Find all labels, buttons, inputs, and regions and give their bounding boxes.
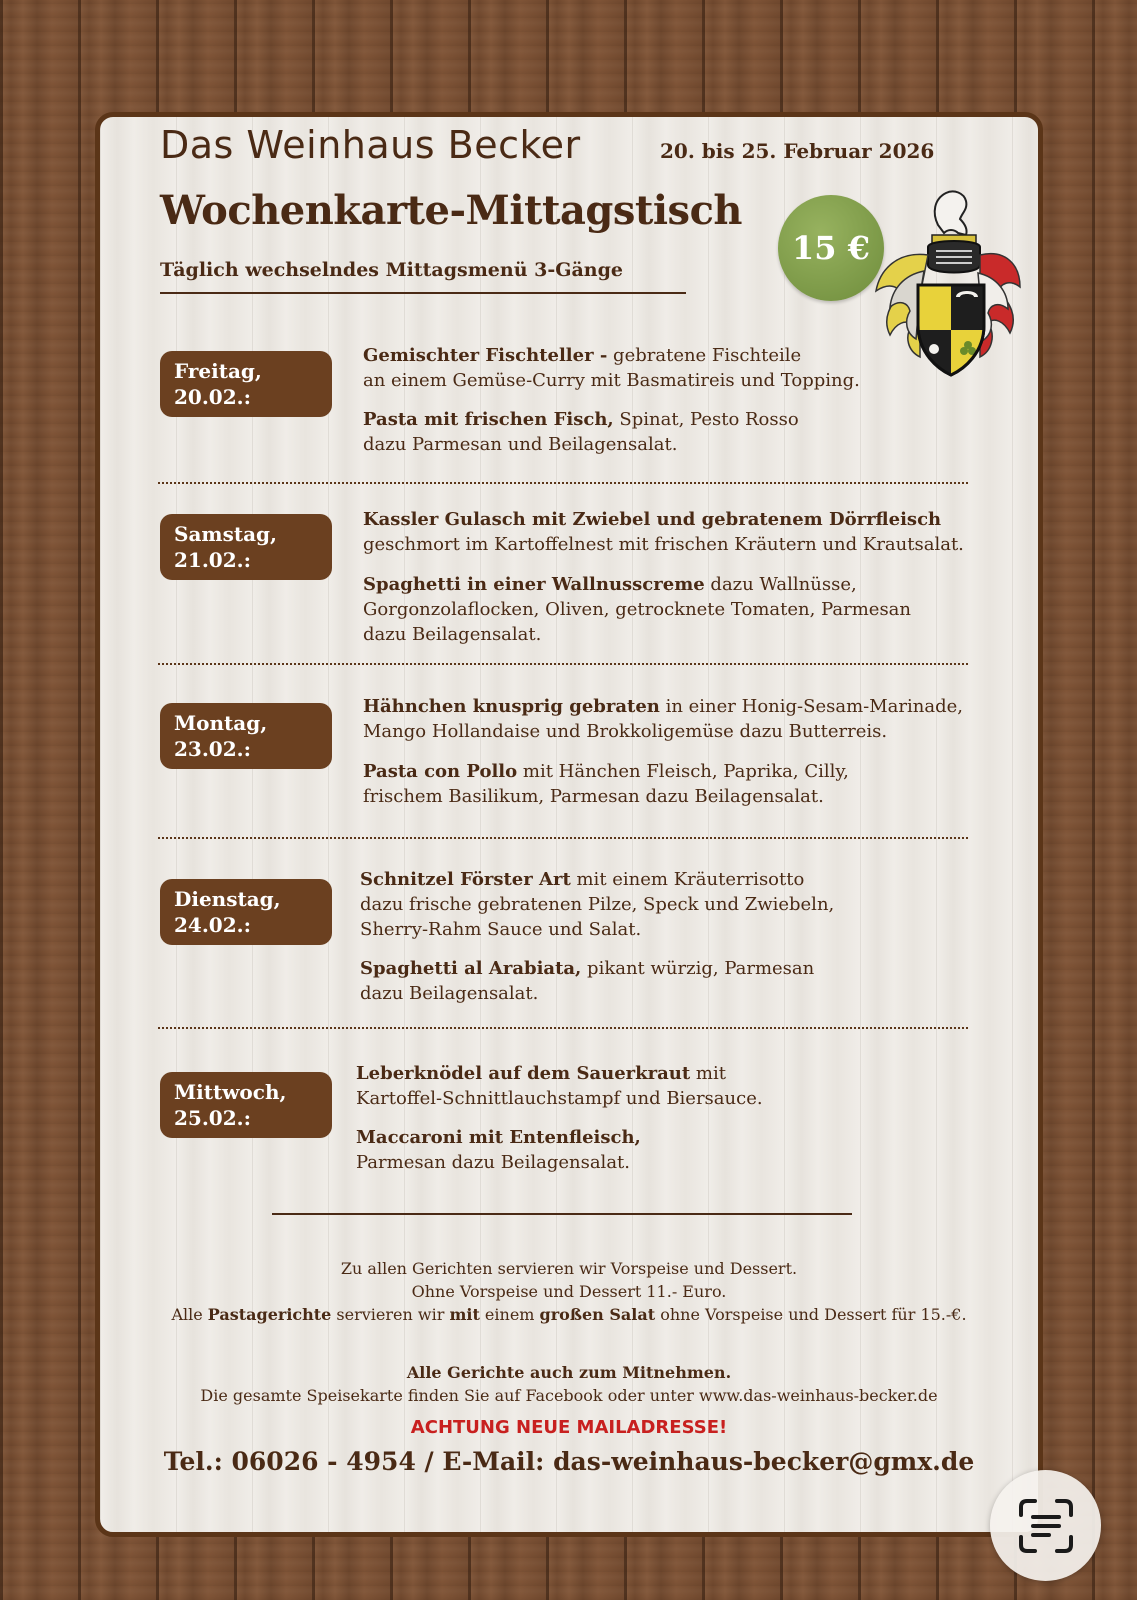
day-name: Freitag, [174,359,262,383]
dish-line [363,622,1003,647]
day-name: Montag, [174,711,268,735]
day-separator [158,663,968,665]
dish-text: Mango Hollandaise und Brokkoligemüse dazu Butterreis. [363,721,888,742]
dish-name: Gemischter Fischteller - [363,345,608,366]
contact-line: Tel.: 06026 - 4954 / E-Mail: das-weinhaus-becker@gmx.de [163,1447,975,1476]
dish-name: Leberknödel auf dem Sauerkraut [356,1063,691,1084]
dish-line [363,759,1003,784]
dish-text: frischem Basilikum, Parmesan dazu Beilagensalat. [363,786,824,807]
mail-warning: ACHTUNG NEUE MAILADRESSE! [410,1417,728,1438]
dish-line [360,867,1000,892]
dish-text: Sherry-Rahm Sauce und Salat. [360,919,642,940]
day-name: Dienstag, [174,887,281,911]
dish-line [363,368,1003,393]
day-date: 25.02.: [174,1106,251,1130]
dish-text: dazu Wallnüsse, [704,574,857,595]
note-text: servieren wir [331,1305,450,1324]
day-separator [158,1027,968,1029]
dish-line [363,432,1003,457]
day-tag [160,703,332,769]
dish-text: Kartoffel-Schnittlauchstampf und Biersauce. [356,1088,763,1109]
dish-name: Pasta con Pollo [363,761,518,782]
dish-line [356,1086,996,1111]
dish-text: dazu Beilagensalat. [360,983,539,1004]
dish-name: Maccaroni mit Entenfleisch, [356,1127,641,1148]
day-date: 21.02.: [174,548,251,572]
note-text: Alle [171,1305,208,1324]
text-scan-button[interactable] [990,1470,1101,1581]
note-emphasis: großen Salat [539,1305,656,1324]
website-note: Die gesamte Speisekarte finden Sie auf Facebook oder unter www.das-weinhaus-becker.de [200,1386,938,1405]
day-tag [160,351,332,417]
dish-item [356,1061,996,1111]
note-line-1: Zu allen Gerichten servieren wir Vorspeise und Dessert. [340,1259,798,1278]
subtitle: Täglich wechselndes Mittagsmenü 3-Gänge [160,259,623,281]
dish-line [363,507,1003,532]
dish-item [360,867,1000,942]
date-range: 20. bis 25. Februar 2026 [660,139,935,163]
dish-item [363,407,1003,457]
dish-name: Pasta mit frischen Fisch, [363,409,614,430]
day-tag [160,1072,332,1138]
dish-line [363,343,1003,368]
dish-text: dazu Beilagensalat. [363,624,542,645]
dish-line [360,892,1000,917]
dish-line [360,981,1000,1006]
day-date: 20.02.: [174,385,251,409]
menu-card [95,112,1043,1537]
note-emphasis: mit [449,1305,480,1324]
dish-line [363,407,1003,432]
dish-text: Parmesan dazu Beilagensalat. [356,1152,630,1173]
note-line-3 [100,1303,1038,1326]
dish-text: geschmort im Kartoffelnest mit frischen Kräutern und Krautsalat. [363,534,964,555]
dish-name: Hähnchen knusprig gebraten [363,696,660,717]
note-line-2: Ohne Vorspeise und Dessert 11.- Euro. [411,1282,727,1301]
takeaway-note: Alle Gerichte auch zum Mitnehmen. [406,1363,732,1382]
dish-text: dazu Parmesan und Beilagensalat. [363,434,678,455]
dish-line [363,694,1003,719]
dish-line [363,719,1003,744]
dish-text: mit einem Kräuterrisotto [570,869,805,890]
dish-name: Kassler Gulasch mit Zwiebel und gebratenem Dörrfleisch [363,509,942,530]
dish-text: in einer Honig-Sesam-Marinade, [659,696,963,717]
dish-line [356,1125,996,1150]
dish-text: Spinat, Pesto Rosso [613,409,799,430]
day-name: Mittwoch, [174,1080,287,1104]
dish-item [363,343,1003,393]
dish-line [356,1150,996,1175]
dish-line [360,956,1000,981]
dish-item [360,956,1000,1006]
day-separator [158,482,968,484]
dish-text: pikant würzig, Parmesan [581,958,815,979]
restaurant-name: Das Weinhaus Becker [160,123,581,167]
note-text: einem [479,1305,540,1324]
day-tag [160,879,332,945]
day-separator [158,837,968,839]
dish-line [360,917,1000,942]
dish-line [363,597,1003,622]
dish-line [363,532,1003,557]
dish-item [363,759,1003,809]
page-title: Wochenkarte-Mittagstisch [160,187,743,234]
text-scan-icon [1015,1495,1077,1557]
dish-item [363,694,1003,744]
dish-text: an einem Gemüse-Curry mit Basmatireis und Topping. [363,370,860,391]
dish-item [363,507,1003,557]
dish-line [363,572,1003,597]
dish-text: dazu frische gebratenen Pilze, Speck und Zwiebeln, [360,894,835,915]
day-name: Samstag, [174,522,277,546]
dish-name: Spaghetti al Arabiata, [360,958,582,979]
day-tag [160,514,332,580]
day-date: 23.02.: [174,737,251,761]
price-badge: 15 € [778,195,884,301]
note-text: ohne Vorspeise und Dessert für 15.-€. [655,1305,967,1324]
day-date: 24.02.: [174,913,251,937]
dish-text: mit Hänchen Fleisch, Paprika, Cilly, [517,761,849,782]
note-emphasis: Pastagerichte [207,1305,332,1324]
subtitle-underline [160,292,686,294]
dish-item [363,572,1003,647]
dish-item [356,1125,996,1175]
dish-text: Gorgonzolaflocken, Oliven, getrocknete Tomaten, Parmesan [363,599,912,620]
dish-name: Schnitzel Förster Art [360,869,571,890]
dish-name: Spaghetti in einer Wallnusscreme [363,574,705,595]
footer-divider [272,1213,852,1215]
dish-text: mit [690,1063,726,1084]
dish-line [356,1061,996,1086]
dish-text: gebratene Fischteile [607,345,802,366]
dish-line [363,784,1003,809]
